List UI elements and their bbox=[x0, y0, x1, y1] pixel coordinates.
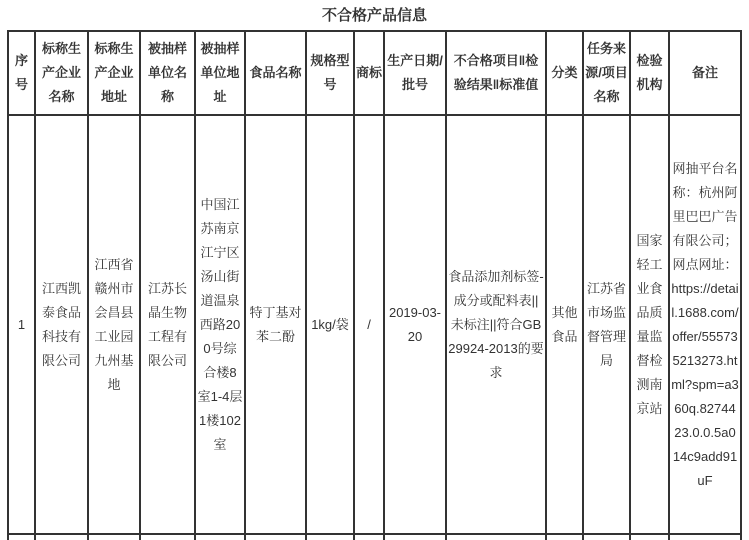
col-header-spec-model: 规格型号 bbox=[306, 31, 354, 115]
col-header-trademark: 商标 bbox=[354, 31, 384, 115]
col-header-sampled-unit-name: 被抽样单位名称 bbox=[140, 31, 195, 115]
table-cell-empty bbox=[195, 534, 245, 540]
table-row bbox=[8, 115, 741, 534]
col-header-producer-address: 标称生产企业地址 bbox=[88, 31, 140, 115]
table-cell-empty bbox=[140, 534, 195, 540]
col-header-category: 分类 bbox=[546, 31, 583, 115]
cell-category: 其他食品 bbox=[546, 115, 583, 534]
cell-food-name: 特丁基对苯二酚 bbox=[245, 115, 306, 534]
table-cell-empty bbox=[8, 534, 35, 540]
table-cell-empty bbox=[583, 534, 630, 540]
cell-nonconforming-item: 食品添加剂标签-成分或配料表||未标注||符合GB29924-2013的要求 bbox=[446, 115, 546, 534]
cell-producer-name: 江西凯泰食品科技有限公司 bbox=[35, 115, 88, 534]
table-header-row bbox=[8, 31, 741, 115]
cell-sampled-unit-name: 江苏长晶生物工程有限公司 bbox=[140, 115, 195, 534]
col-header-remarks: 备注 bbox=[669, 31, 741, 115]
cell-sampled-unit-address: 中国江苏南京江宁区汤山街道温泉西路200号综合楼8室1-4层1楼102室 bbox=[195, 115, 245, 534]
nonconforming-products-table bbox=[7, 30, 742, 540]
cell-trademark: / bbox=[354, 115, 384, 534]
col-header-food-name: 食品名称 bbox=[245, 31, 306, 115]
col-header-nonconforming-item: 不合格项目‖检验结果‖标准值 bbox=[446, 31, 546, 115]
table-cell-empty bbox=[245, 534, 306, 540]
table-row-partial bbox=[8, 534, 741, 540]
table-cell-empty bbox=[546, 534, 583, 540]
cell-production-date: 2019-03-20 bbox=[384, 115, 446, 534]
col-header-inspection-agency: 检验机构 bbox=[630, 31, 669, 115]
cell-remarks: 网抽平台名称：杭州阿里巴巴广告有限公司；网点网址：https://detail.1688.com/offer/555735213273.html?spm=a360q.8274423.0.0.5a014c9add91uF bbox=[669, 115, 741, 534]
cell-inspection-agency: 国家轻工业食品质量监督检测南京站 bbox=[630, 115, 669, 534]
col-header-serial: 序号 bbox=[8, 31, 35, 115]
table-cell-empty bbox=[669, 534, 741, 540]
table-cell-empty bbox=[630, 534, 669, 540]
col-header-producer-name: 标称生产企业名称 bbox=[35, 31, 88, 115]
col-header-task-source: 任务来源/项目名称 bbox=[583, 31, 630, 115]
table-cell-empty bbox=[446, 534, 546, 540]
cell-serial: 1 bbox=[8, 115, 35, 534]
col-header-sampled-unit-address: 被抽样单位地址 bbox=[195, 31, 245, 115]
cell-producer-address: 江西省赣州市会昌县工业园九州基地 bbox=[88, 115, 140, 534]
table-cell-empty bbox=[88, 534, 140, 540]
page-title: 不合格产品信息 bbox=[321, 7, 427, 24]
col-header-production-date: 生产日期/批号 bbox=[384, 31, 446, 115]
table-cell-empty bbox=[35, 534, 88, 540]
cell-spec-model: 1kg/袋 bbox=[306, 115, 354, 534]
cell-task-source: 江苏省市场监督管理局 bbox=[583, 115, 630, 534]
table-cell-empty bbox=[306, 534, 354, 540]
table-cell-empty bbox=[384, 534, 446, 540]
table-cell-empty bbox=[354, 534, 384, 540]
